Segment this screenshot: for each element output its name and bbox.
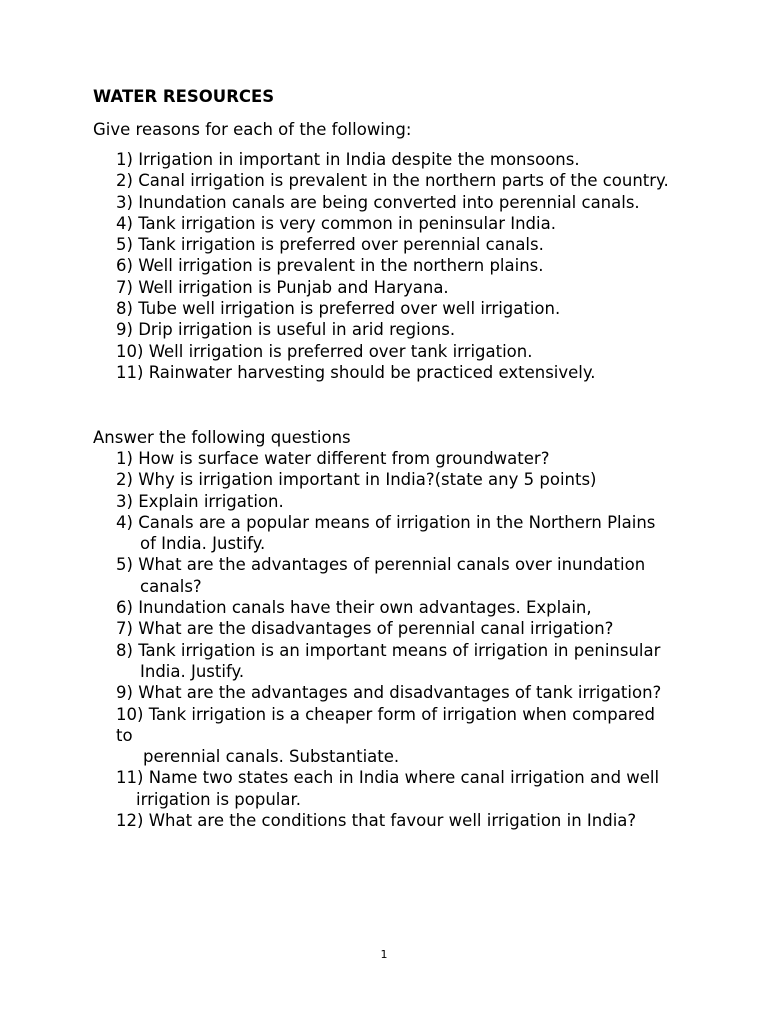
reason-item: 1) Irrigation in important in India despite the monsoons. (116, 150, 580, 169)
questions-heading: Answer the following questions (93, 428, 351, 447)
question-item: 5) What are the advantages of perennial canals over inundation canals? (116, 555, 646, 596)
reason-item: 3) Inundation canals are being converted into perennial canals. (116, 192, 640, 212)
document-title: WATER RESOURCES (93, 87, 275, 106)
questions-list (93, 448, 673, 831)
reason-item: 8) Tube well irrigation is preferred over well irrigation. (116, 299, 561, 319)
question-item: 2) Why is irrigation important in India?(state any 5 points) (116, 470, 597, 490)
question-item: 3) Explain irrigation. (116, 491, 284, 511)
question-item: 6) Inundation canals have their own advantages. Explain, (116, 598, 592, 618)
reason-item: 9) Drip irrigation is useful in arid regions. (116, 320, 456, 340)
reasons-list (93, 149, 673, 383)
question-item: 1) How is surface water different from groundwater? (116, 449, 550, 468)
question-item: 4) Canals are a popular means of irrigation in the Northern Plains of India. Justify. (116, 512, 656, 554)
reason-item: 11) Rainwater harvesting should be practiced extensively. (116, 362, 596, 382)
question-item: 7) What are the disadvantages of perennial canal irrigation? (116, 619, 614, 639)
question-item: 12) What are the conditions that favour well irrigation in India? (116, 811, 637, 831)
question-item: 11) Name two states each in India where canal irrigation and well irrigation is popular. (116, 768, 660, 809)
reason-item: 4) Tank irrigation is very common in peninsular India. (116, 213, 556, 233)
reason-item: 7) Well irrigation is Punjab and Haryana. (116, 277, 449, 297)
reason-item: 6) Well irrigation is prevalent in the northern plains. (116, 256, 544, 276)
reason-item: 2) Canal irrigation is prevalent in the northern parts of the country. (116, 171, 669, 191)
reason-item: 5) Tank irrigation is preferred over perennial canals. (116, 235, 544, 255)
question-item: 10) Tank irrigation is a cheaper form of irrigation when compared to perennial canals. Substantiate. (116, 704, 655, 767)
reason-item: 10) Well irrigation is preferred over tank irrigation. (116, 341, 533, 361)
reasons-instruction: Give reasons for each of the following: (93, 120, 412, 139)
question-item: 9) What are the advantages and disadvantages of tank irrigation? (116, 683, 662, 703)
question-item: 8) Tank irrigation is an important means of irrigation in peninsular India. Justify. (116, 640, 661, 681)
page-number: 1 (380, 948, 388, 961)
